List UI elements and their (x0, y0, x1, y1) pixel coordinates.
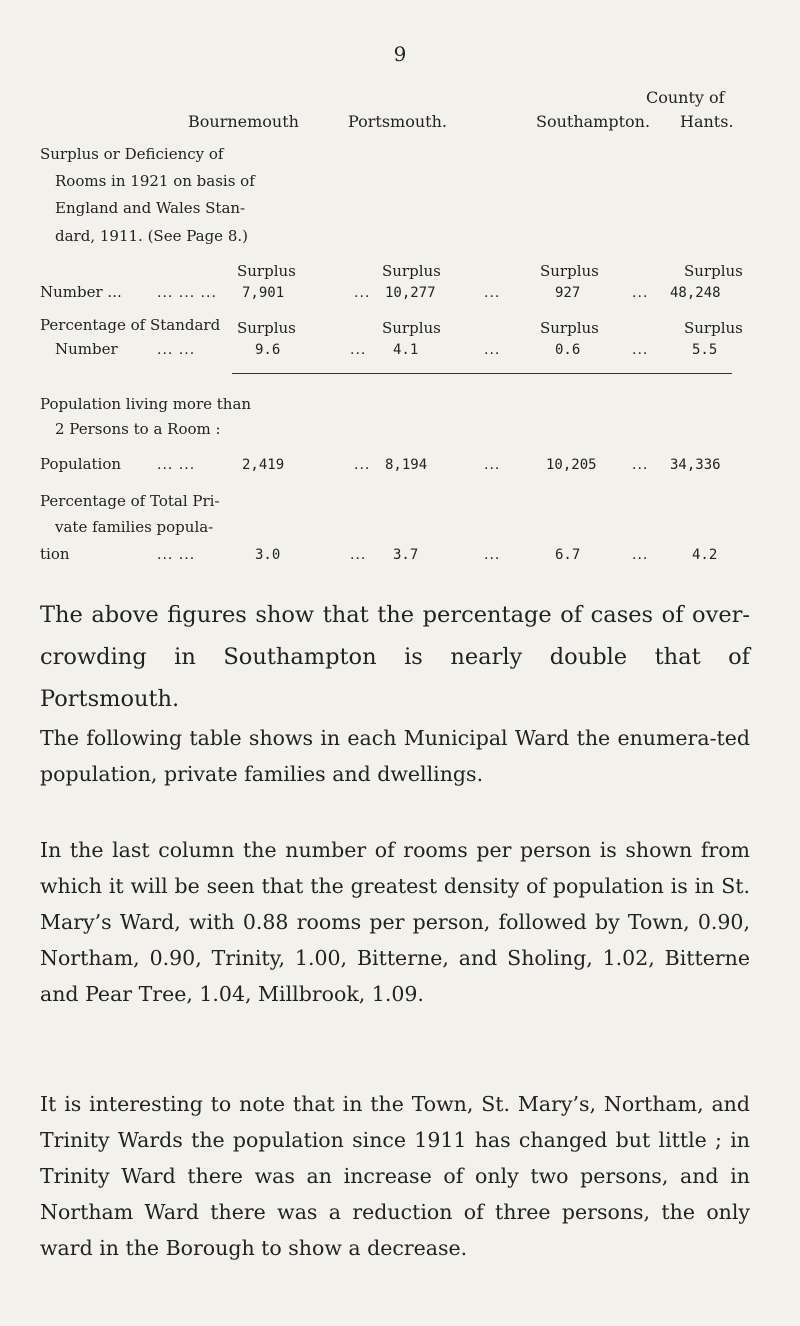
column-header-southampton: Southampton. (536, 112, 651, 131)
value-portsmouth: 4.1 (393, 342, 419, 358)
leader-dots: ... (484, 285, 501, 301)
surplus-heading: Surplus (237, 262, 296, 280)
value-bournemouth: 9.6 (255, 342, 281, 358)
total-percentage-row-label: tion (40, 545, 70, 563)
surplus-heading: Surplus (540, 262, 599, 280)
leader-dots: ... (484, 342, 501, 358)
value-bournemouth: 2,419 (242, 457, 285, 473)
leader-dots: ... (632, 342, 649, 358)
value-southampton: 0.6 (555, 342, 581, 358)
leader-dots: ... (632, 285, 649, 301)
surplus-heading: Surplus (684, 319, 743, 337)
section1-label-line: England and Wales Stan- (55, 199, 246, 217)
value-southampton: 927 (555, 285, 581, 301)
leader-dots: ... (350, 547, 367, 563)
section1-label-line: Surplus or Deficiency of (40, 145, 224, 163)
leader-dots: ... ... ... (157, 285, 217, 301)
surplus-heading: Surplus (237, 319, 296, 337)
total-percentage-row-label: vate families popula- (55, 518, 214, 536)
value-county: 5.5 (692, 342, 718, 358)
section1-label-line: Rooms in 1921 on basis of (55, 172, 255, 190)
value-portsmouth: 8,194 (385, 457, 428, 473)
total-percentage-row-label: Percentage of Total Pri- (40, 492, 220, 510)
column-header-county-line2: Hants. (680, 112, 734, 131)
column-header-county-line1: County of (646, 88, 725, 107)
leader-dots: ... (484, 547, 501, 563)
value-southampton: 6.7 (555, 547, 581, 563)
page-number: 9 (393, 42, 407, 66)
surplus-heading: Surplus (382, 262, 441, 280)
leader-dots: ... (354, 457, 371, 473)
leader-dots: ... ... (157, 342, 196, 358)
value-portsmouth: 3.7 (393, 547, 419, 563)
column-header-portsmouth: Portsmouth. (348, 112, 447, 131)
paragraph: In the last column the number of rooms per person is shown from which it will be seen that the greatest density of population is in St. Mary’s Ward, with 0.88 rooms per person, followed by Town, 0.90, Northam, 0.90, Trinity, 1.00, Bitterne, and Sholing, 1.02, Bitterne and Pear Tree, 1.04, Millbrook, 1.09. (40, 838, 750, 1006)
paragraph: The above figures show that the percentage of cases of over-crowding in Southampton is nearly double that of Portsmouth. (40, 602, 750, 712)
leader-dots: ... (354, 285, 371, 301)
leader-dots: ... ... (157, 457, 196, 473)
leader-dots: ... (350, 342, 367, 358)
paragraph: The following table shows in each Municipal Ward the enumera-ted population, private families and dwellings. (40, 726, 750, 786)
percentage-row-label: Number (55, 340, 118, 358)
leader-dots: ... (632, 457, 649, 473)
value-portsmouth: 10,277 (385, 285, 436, 301)
population-row-label: Population (40, 455, 122, 473)
section1-label-line: dard, 1911. (See Page 8.) (55, 227, 248, 245)
leader-dots: ... ... (157, 547, 196, 563)
value-southampton: 10,205 (546, 457, 597, 473)
value-county: 48,248 (670, 285, 721, 301)
paragraph: It is interesting to note that in the Town, St. Mary’s, Northam, and Trinity Wards the population since 1911 has changed but little ; in Trinity Ward there was an increase of only two persons, and in Northam Ward there was a reduction of three persons, the only ward in the Borough to show a decrease. (40, 1092, 750, 1260)
value-bournemouth: 3.0 (255, 547, 281, 563)
surplus-heading: Surplus (382, 319, 441, 337)
column-header-bournemouth: Bournemouth (188, 112, 299, 131)
section2-label-line: 2 Persons to a Room : (55, 420, 221, 438)
leader-dots: ... (632, 547, 649, 563)
surplus-heading: Surplus (684, 262, 743, 280)
value-bournemouth: 7,901 (242, 285, 285, 301)
percentage-row-label: Percentage of Standard (40, 316, 221, 334)
table-divider (232, 373, 732, 374)
section2-label-line: Population living more than (40, 395, 252, 413)
number-row-label: Number ... (40, 283, 122, 301)
surplus-heading: Surplus (540, 319, 599, 337)
value-county: 34,336 (670, 457, 721, 473)
leader-dots: ... (484, 457, 501, 473)
value-county: 4.2 (692, 547, 718, 563)
